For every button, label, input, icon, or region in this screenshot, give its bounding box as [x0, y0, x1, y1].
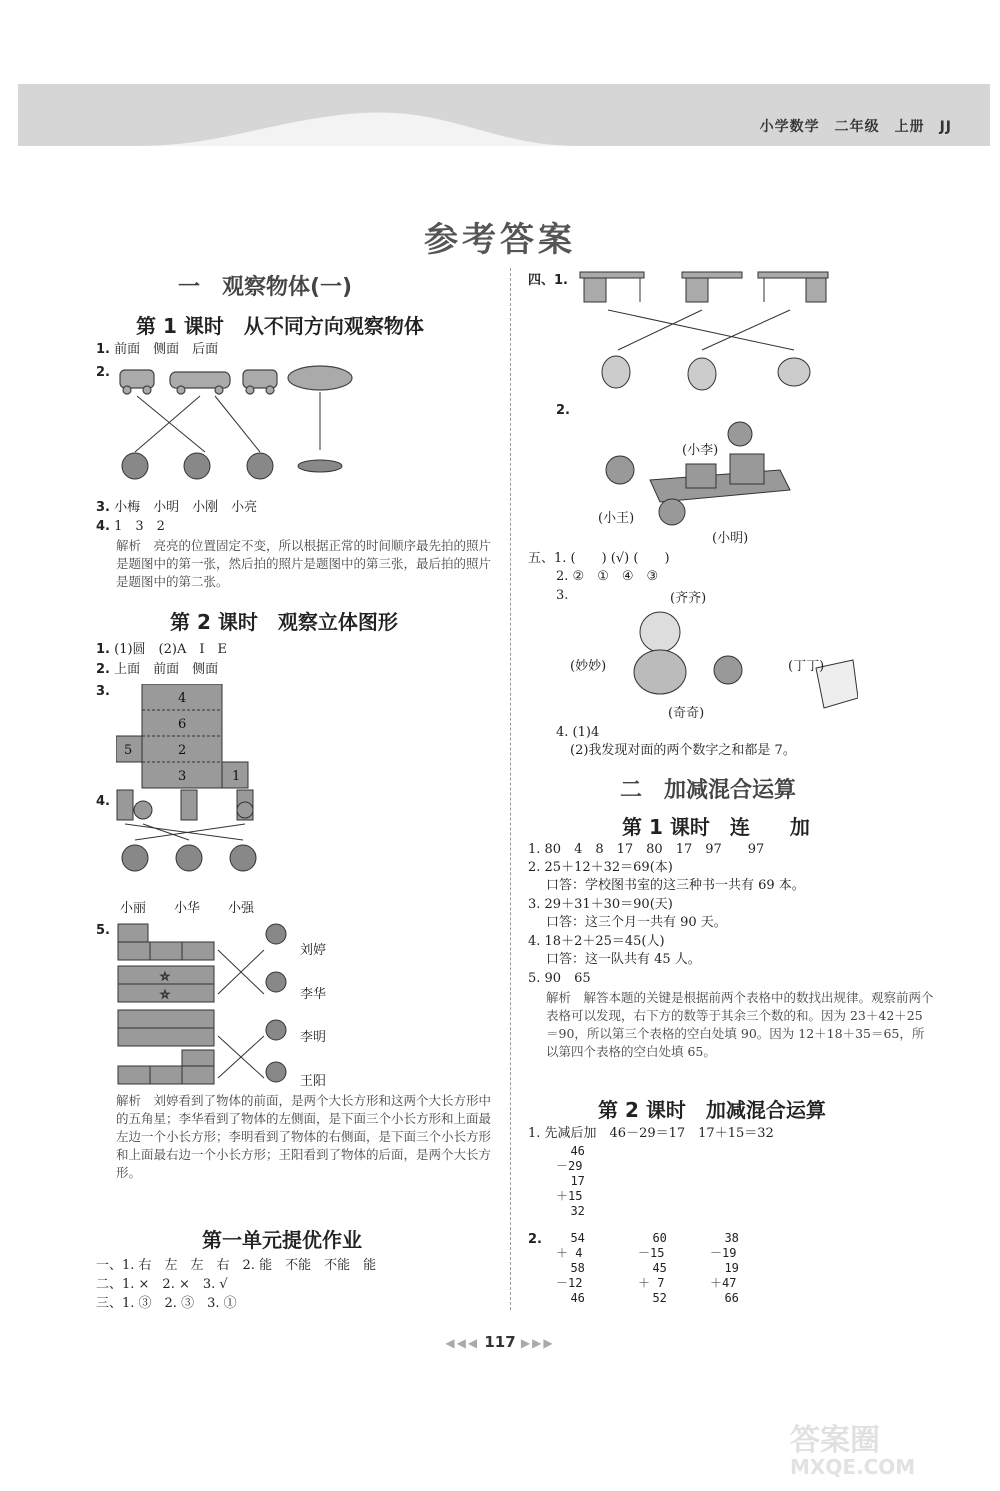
answer-line: 口答：这一队共有 45 人。 [546, 952, 701, 967]
cube-net-diagram [116, 684, 256, 790]
answer-line: 2. ② ① ④ ③ [556, 569, 659, 584]
answer-number: 2. [528, 1232, 542, 1247]
kid-name: 小强 [228, 901, 255, 916]
shapes-kids-illustration [115, 788, 265, 888]
answer-line: 3. [556, 588, 569, 603]
section-heading-2: 二 加减混合运算 [620, 778, 797, 803]
kid-name: 刘婷 [300, 943, 327, 958]
homework-line: 二、1. × 2. × 3. √ [96, 1277, 228, 1292]
svg-text:6: 6 [178, 717, 187, 732]
kid-name: 李华 [300, 987, 327, 1002]
vertical-calculation: 46 －29 17 ＋15 32 [556, 1144, 585, 1218]
blocks-views-diagram [116, 922, 306, 1090]
answer-line: 1. 前面 侧面 后面 [96, 342, 219, 357]
watermark-text: MXQE.COM [790, 1455, 916, 1479]
page-title: 参考答案 [424, 220, 576, 260]
kid-name: (妙妙) [570, 659, 607, 674]
answer-number: 4. [96, 794, 110, 809]
page-number: 117 [484, 1333, 516, 1351]
kid-name: 李明 [300, 1030, 327, 1045]
answer-line: 2. 25＋12＋32＝69(本) [528, 860, 673, 875]
kid-name: (齐齐) [670, 591, 707, 606]
lesson-heading-3: 第 1 课时 连 加 [622, 815, 810, 839]
answer-line: 1. (1)圆 (2)A I E [96, 642, 227, 657]
svg-text:答案圈: 答案圈 [790, 1423, 880, 1458]
answer-line: 4. (1)4 [556, 725, 600, 740]
answer-line: 五、1. ( ) (√) ( ) [528, 551, 670, 566]
answer-line: 口答：这三个月一共有 90 天。 [546, 915, 727, 930]
svg-text:☆: ☆ [160, 970, 170, 983]
prev-arrows-icon: ◀◀◀ [445, 1336, 480, 1350]
unit-homework-heading: 第一单元提优作业 [202, 1228, 362, 1252]
answer-line: 4. 18＋2＋25＝45(人) [528, 934, 665, 949]
kid-name: 王阳 [300, 1074, 327, 1089]
svg-text:3: 3 [178, 769, 187, 784]
answer-line: 2. 上面 前面 侧面 [96, 662, 219, 677]
svg-text:2: 2 [178, 743, 187, 758]
answer-number: 四、1. [528, 273, 568, 288]
vertical-calculation: 38 －19 19 ＋47 66 [710, 1231, 739, 1305]
homework-line: 三、1. ③ 2. ③ 3. ① [96, 1296, 237, 1311]
watermark-logo [780, 1420, 980, 1480]
lesson-heading-1: 第 1 课时 从不同方向观察物体 [136, 314, 424, 338]
answer-line: 4. 1 3 2 [96, 519, 165, 534]
analysis-text: 解析 亮亮的位置固定不变，所以根据正常的时间顺序最先拍的照片是题图中的第一张，然后拍的照片是题图中的第三张，最后拍的照片是题图中的第二张。 [116, 538, 492, 589]
tables-animals-illustration [578, 270, 838, 405]
answer-line: (2)我发现对面的两个数字之和都是 7。 [570, 743, 796, 758]
answer-line: 3. 29＋31＋30＝90(天) [528, 897, 673, 912]
answer-line: 口答：学校图书室的这三种书一共有 69 本。 [546, 878, 805, 893]
svg-text:1: 1 [232, 769, 241, 784]
kid-name: (奇奇) [668, 706, 705, 721]
svg-text:4: 4 [178, 691, 187, 706]
lesson-heading-2: 第 2 课时 观察立体图形 [170, 610, 398, 634]
vertical-calculation: 60 －15 45 ＋ 7 52 [638, 1231, 667, 1305]
answer-line: 5. 90 65 [528, 971, 591, 986]
svg-text:☆: ☆ [160, 988, 170, 1001]
answer-line: 3. 小梅 小明 小刚 小亮 [96, 500, 258, 515]
kid-name: (丁丁) [788, 659, 825, 674]
kid-name: (小李) [682, 443, 719, 458]
vertical-calculation: 54 ＋ 4 58 －12 46 [556, 1231, 585, 1305]
kid-name: 小华 [174, 901, 201, 916]
svg-text:5: 5 [124, 743, 133, 758]
answer-number: 2. [96, 365, 110, 380]
kid-name: 小丽 [120, 901, 147, 916]
analysis-text: 解析 解答本题的关键是根据前两个表格中的数找出规律。观察前两个表格可以发现，右下方的数等于其余三个数的和。因为 23＋42＋25＝90，所以第三个表格的空白处填 90。因为 12＋18＋35＝65，所以第四个表格的空白处填 65。 [546, 990, 934, 1059]
book-tag: 小学数学 二年级 上册 JJ [759, 119, 952, 135]
lesson-heading-4: 第 2 课时 加减混合运算 [598, 1098, 826, 1122]
kid-name: (小王) [598, 511, 635, 526]
homework-line: 一、1. 右 左 左 右 2. 能 不能 不能 能 [96, 1258, 377, 1273]
header-wave [18, 84, 990, 146]
answer-number: 5. [96, 923, 110, 938]
section-heading-1: 一 观察物体(一) [178, 275, 353, 300]
answer-line: 1. 80 4 8 17 80 17 97 97 [528, 842, 765, 857]
answer-line: 1. 先减后加 46－29＝17 17＋15＝32 [528, 1126, 774, 1141]
page-footer [0, 1333, 1000, 1351]
cars-matching-illustration [115, 362, 375, 497]
header-band [18, 84, 990, 146]
analysis-text: 解析 刘婷看到了物体的前面，是两个大长方形和这两个大长方形中的五角星；李华看到了物体的左侧面，是下面三个小长方形和上面最左边一个小长方形；李明看到了物体的右侧面，是下面三个小长方形和上面最右边一个小长方形；王阳看到了物体的后面，是两个大长方形。 [116, 1093, 492, 1180]
kid-name: (小明) [712, 531, 749, 546]
column-divider [510, 268, 511, 1310]
answer-number: 3. [96, 684, 110, 699]
next-arrows-icon: ▶▶▶ [520, 1336, 555, 1350]
answer-number: 2. [556, 403, 570, 418]
